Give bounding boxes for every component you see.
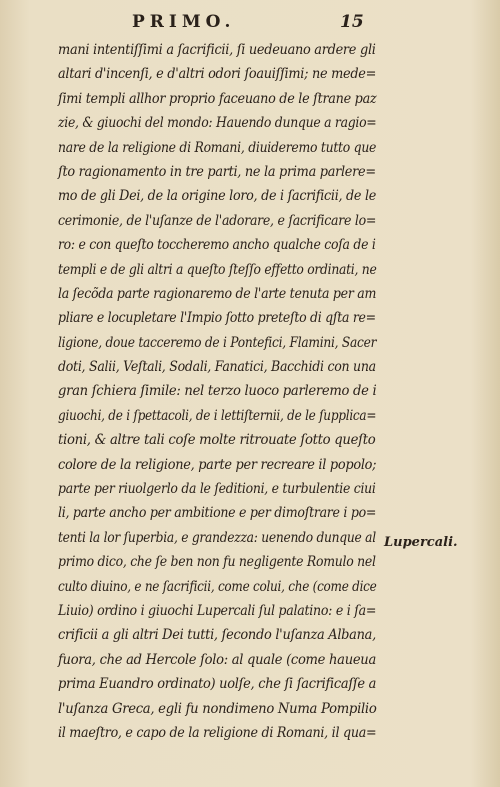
text-line: nare de la religione di Romani, diuideremo tutto que bbox=[58, 139, 377, 156]
text-line: altari d'incenſi, e d'altri odori ſoauiſſimi; ne mede= bbox=[58, 66, 377, 83]
text-line: l'uſanza Greca, egli fu nondimeno Numa Pompilio bbox=[58, 700, 377, 717]
text-line: tioni, & altre tali coſe molte ritrouate ſotto queſto bbox=[58, 432, 376, 449]
text-line: giuochi, de i ſpettacoli, de i lettiſternii, de le ſupplica= bbox=[58, 407, 377, 424]
text-line: templi e de gli altri a queſto ſteſſo effetto ordinati, ne bbox=[58, 261, 377, 278]
text-line: crificii a gli altri Dei tutti, ſecondo l'uſanza Albana, bbox=[58, 627, 376, 644]
text-line: cerimonie, de l'uſanze de l'adorare, e ſacrificare lo= bbox=[58, 212, 377, 229]
text-line: gran ſchiera ſimile: nel terzo luoco parleremo de i bbox=[58, 383, 377, 400]
running-head: PRIMO. bbox=[132, 12, 236, 32]
text-line: ro: e con queſto toccheremo ancho qualche coſa de i bbox=[58, 237, 376, 254]
text-line: tenti la lor ſuperbia, e grandezza: uenendo dunque al bbox=[58, 529, 376, 546]
text-line: li, parte ancho per ambitione e per dimoſtrare i po= bbox=[58, 505, 377, 522]
text-line: il maeſtro, e capo de la religione di Romani, il qua= bbox=[58, 724, 377, 741]
text-line: ligione, doue tacceremo de i Pontefici, Flamini, Sacer bbox=[58, 334, 377, 351]
text-line: la ſecõda parte ragionaremo de l'arte tenuta per am bbox=[58, 285, 377, 302]
text-line: ſimi templi allhor proprio faceuano de le ſtrane paz bbox=[58, 90, 377, 107]
text-line: mani intentiſſimi a ſacrificii, ſi uedeuano ardere gli bbox=[58, 42, 376, 58]
text-line: mo de gli Dei, de la origine loro, de i ſacrificii, de le bbox=[58, 188, 377, 205]
body-text bbox=[58, 38, 376, 745]
text-line: fuora, che ad Hercole ſolo: al quale (come haueua bbox=[58, 651, 376, 668]
text-line: ſto ragionamento in tre parti, ne la prima parlere= bbox=[58, 163, 376, 180]
page-header bbox=[0, 12, 500, 36]
text-line: prima Euandro ordinato) uolſe, che ſi ſacrificaſſe a bbox=[58, 676, 377, 693]
text-line: colore de la religione, parte per recreare il popolo; bbox=[58, 456, 377, 473]
text-line: zie, & giuochi del mondo: Hauendo dunque a ragio= bbox=[58, 115, 377, 132]
text-line: parte per riuolgerlo da le ſeditioni, e turbulentie ciui bbox=[58, 481, 376, 498]
text-line: culto diuino, e ne ſacrificii, come colui, che (come dice bbox=[58, 578, 377, 595]
text-line: pliare e locupletare l'Impio ſotto preteſto di qſta re= bbox=[58, 310, 376, 327]
text-line: primo dico, che ſe ben non fu negligente Romulo nel bbox=[58, 554, 376, 571]
page-number: 15 bbox=[340, 12, 364, 32]
marginal-note: Lupercali. bbox=[384, 535, 458, 550]
text-line: Liuio) ordino i giuochi Lupercali ſul palatino: e i ſa= bbox=[58, 602, 377, 619]
text-line: doti, Salii, Veſtali, Sodali, Fanatici, Bacchidi con una bbox=[58, 359, 376, 376]
